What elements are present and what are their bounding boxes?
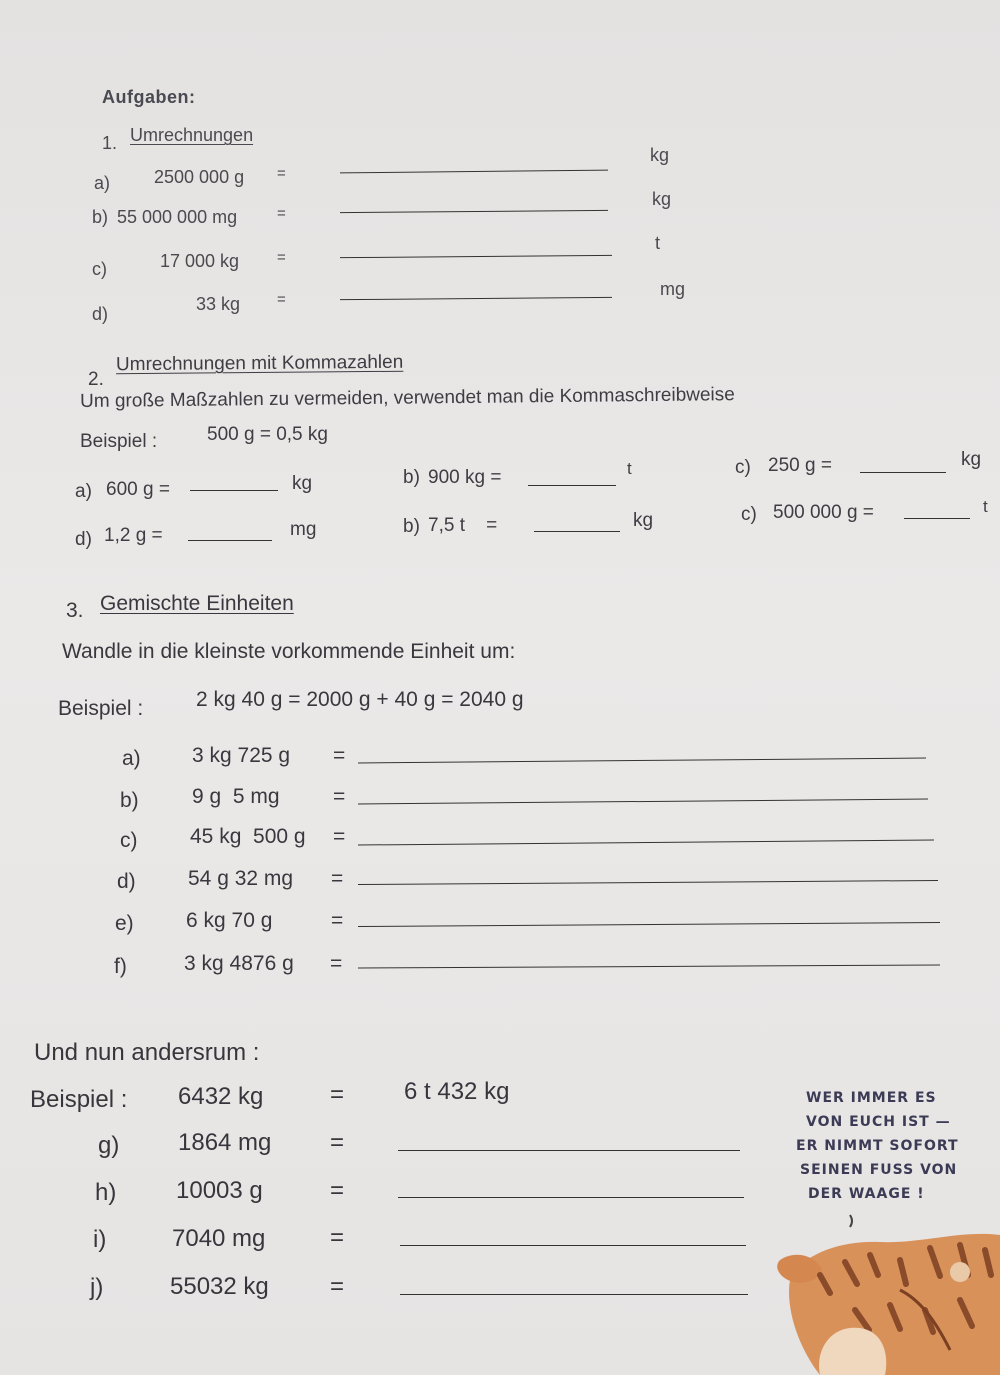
section3-instruction: Wandle in die kleinste vorkommende Einheit um: <box>62 640 516 663</box>
s3-item-expr: 3 kg 4876 g <box>184 952 294 975</box>
section3-title: Gemischte Einheiten <box>100 592 294 615</box>
answer-line <box>534 531 620 532</box>
s3-item-label: e) <box>115 912 134 935</box>
s2-item-label: c) <box>735 457 751 478</box>
s2-item-expr: 1,2 g = <box>104 525 163 546</box>
s1-item-label: b) <box>92 207 109 227</box>
s2-item-label: b) <box>403 467 420 488</box>
comic-line: WER IMMER ES <box>806 1090 937 1106</box>
s1-item-eq: = <box>277 165 286 182</box>
section2-intro: Um große Maßzahlen zu vermeiden, verwendet man die Kommaschreibweise <box>79 384 735 412</box>
s1-item-unit: kg <box>652 189 672 209</box>
s3-item-label: d) <box>117 870 136 893</box>
answer-line <box>190 490 278 491</box>
comic-line: DER WAAGE ! <box>808 1186 925 1202</box>
section1-number: 1. <box>102 133 118 153</box>
s3-item-eq: = <box>330 952 343 975</box>
s4-item-expr: 55032 kg <box>170 1273 269 1300</box>
answer-line <box>188 540 272 541</box>
section2-title: Umrechnungen mit Kommazahlen <box>115 351 404 376</box>
s1-item-label: d) <box>92 304 109 324</box>
s3-item-label: c) <box>120 829 138 852</box>
s4-item-eq: = <box>330 1224 345 1251</box>
s3-item-eq: = <box>333 744 346 767</box>
s2-item-expr: 250 g = <box>768 455 832 476</box>
answer-line <box>340 170 608 174</box>
s3-item-expr: 45 kg 500 g <box>190 825 306 848</box>
cartoon-cat-illustration <box>760 1200 1000 1375</box>
s1-item-eq: = <box>277 291 286 308</box>
s1-item-unit: kg <box>650 145 670 165</box>
s2-item-unit: t <box>983 497 988 516</box>
s3-item-eq: = <box>331 909 344 932</box>
s3-item-label: a) <box>122 747 141 770</box>
s3-item-expr: 3 kg 725 g <box>192 744 291 767</box>
section4-title: Und nun andersrum : <box>34 1039 260 1066</box>
s1-item-unit: t <box>655 233 661 253</box>
answer-line <box>398 1150 740 1151</box>
s4-item-expr: 10003 g <box>176 1177 263 1204</box>
s2-item-expr: 500 000 g = <box>773 502 874 523</box>
section4-example-left: 6432 kg <box>178 1083 264 1110</box>
s1-item-expr: 17 000 kg <box>160 251 240 271</box>
answer-line <box>340 255 612 258</box>
s2-item-expr: 7,5 t = <box>428 515 498 536</box>
s1-item-label: c) <box>92 259 107 279</box>
page-heading: Aufgaben: <box>102 87 196 107</box>
answer-line <box>358 758 926 764</box>
s4-item-expr: 1864 mg <box>178 1129 272 1156</box>
s4-item-eq: = <box>330 1177 345 1204</box>
comic-speech-text <box>796 1086 996 1206</box>
s1-item-expr: 2500 000 g <box>154 167 245 187</box>
s3-item-expr: 6 kg 70 g <box>186 909 273 932</box>
answer-line <box>358 799 928 805</box>
answer-line <box>340 297 612 300</box>
section4-example-label: Beispiel : <box>30 1086 128 1113</box>
s1-item-label: a) <box>94 173 111 193</box>
answer-line <box>904 518 970 519</box>
s4-item-eq: = <box>330 1273 345 1300</box>
comic-line: ER NIMMT SOFORT <box>796 1138 959 1154</box>
s2-item-label: c) <box>741 504 757 525</box>
s4-item-label: g) <box>98 1132 120 1159</box>
s4-item-label: j) <box>90 1274 104 1301</box>
s4-item-label: i) <box>93 1226 107 1253</box>
s4-item-eq: = <box>330 1129 345 1156</box>
s1-item-expr: 33 kg <box>196 294 241 314</box>
section1-title: Umrechnungen <box>130 125 254 145</box>
answer-line <box>358 839 934 845</box>
s4-item-label: h) <box>95 1179 117 1206</box>
section2-example: 500 g = 0,5 kg <box>207 424 328 445</box>
answer-line <box>400 1245 746 1246</box>
s2-item-unit: kg <box>292 473 313 494</box>
answer-line <box>358 880 938 885</box>
s1-item-eq: = <box>277 205 286 222</box>
s3-item-eq: = <box>331 867 344 890</box>
answer-line <box>358 964 940 968</box>
comic-line: VON EUCH IST — <box>806 1114 951 1130</box>
s1-item-eq: = <box>277 249 286 266</box>
section2-example-label: Beispiel : <box>80 431 158 452</box>
s3-item-eq: = <box>333 785 346 808</box>
s2-item-expr: 600 g = <box>106 479 170 500</box>
section2-number: 2. <box>88 369 104 390</box>
s1-item-expr: 55 000 000 mg <box>117 207 238 227</box>
s2-item-unit: mg <box>290 519 317 540</box>
section3-example-label: Beispiel : <box>58 697 144 720</box>
s2-item-unit: t <box>627 459 632 478</box>
answer-line <box>398 1197 744 1198</box>
answer-line <box>358 922 940 927</box>
answer-line <box>860 472 946 473</box>
s2-item-expr: 900 kg = <box>428 467 502 488</box>
s3-item-expr: 9 g 5 mg <box>192 785 280 808</box>
s3-item-label: f) <box>114 955 127 978</box>
s2-item-label: a) <box>75 481 92 502</box>
s2-item-unit: kg <box>633 510 654 531</box>
s2-item-label: d) <box>75 529 92 550</box>
s2-item-unit: kg <box>961 449 982 470</box>
section4-example-right: 6 t 432 kg <box>404 1078 510 1105</box>
s3-item-label: b) <box>120 789 139 812</box>
s4-item-expr: 7040 mg <box>172 1225 266 1252</box>
section4-example-eq: = <box>330 1081 345 1108</box>
section3-example: 2 kg 40 g = 2000 g + 40 g = 2040 g <box>196 688 524 711</box>
comic-line: SEINEN FUSS VON <box>800 1162 958 1178</box>
answer-line <box>528 485 616 486</box>
s3-item-eq: = <box>333 825 346 848</box>
answer-line <box>400 1294 748 1295</box>
s1-item-unit: mg <box>660 279 686 299</box>
answer-line <box>340 210 608 213</box>
s2-item-label: b) <box>403 516 420 537</box>
section3-number: 3. <box>66 599 84 622</box>
s3-item-expr: 54 g 32 mg <box>188 867 294 890</box>
